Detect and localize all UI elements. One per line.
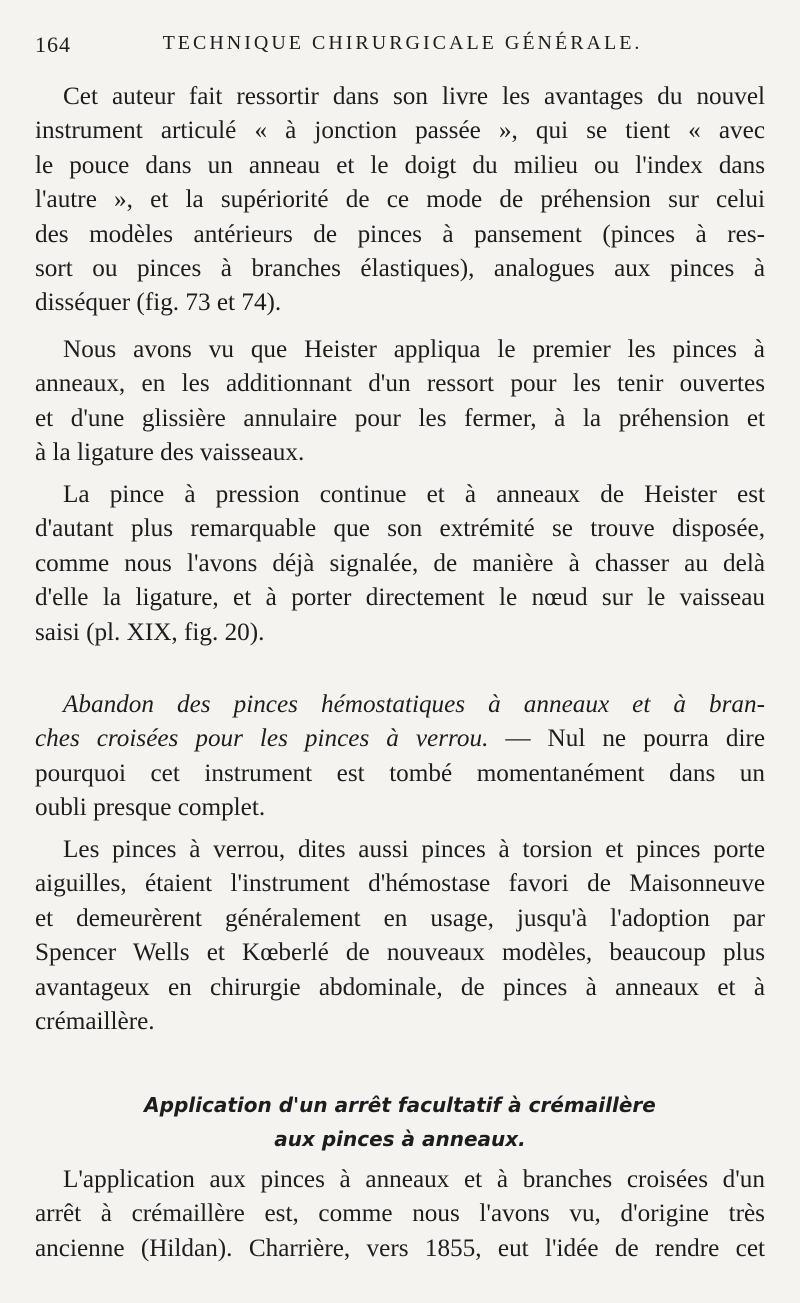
text-line: d'elle la ligature, et à porter directement le nœud sur le vaisseau <box>35 584 765 612</box>
paragraph-3 <box>35 478 765 650</box>
text-line: oubli presque complet. <box>35 794 266 822</box>
text-line: Les pinces à verrou, dites aussi pinces à torsion et pinces porte <box>63 836 765 863</box>
running-title: TECHNIQUE CHIRURGICALE GÉNÉRALE. <box>162 32 643 54</box>
text-line: pourquoi cet instrument est tombé momentanément dans un <box>35 759 765 787</box>
text-line: à la ligature des vaisseaux. <box>35 439 305 467</box>
text-line: Nous avons vu que Heister appliqua le premier les pinces à <box>63 336 765 363</box>
italic-heading-line: Abandon des pinces hémostatiques à anneaux et à bran- <box>63 691 765 718</box>
section-heading-line: aux pinces à anneaux. <box>274 1127 526 1151</box>
text-line: instrument articulé « à jonction passée », qui se tient « avec <box>35 117 765 145</box>
text-line: comme nous l'avons déjà signalée, de manière à chasser au delà <box>35 549 765 577</box>
text-line: anneaux, en les additionnant d'un ressort pour les tenir ouvertes <box>35 370 765 398</box>
text-line: Spencer Wells et Kœberlé de nouveaux modèles, beaucoup plus <box>35 939 765 967</box>
text-line: avantageux en chirurgie abdominale, de pinces à anneaux et à <box>35 973 765 1001</box>
text-line <box>35 722 765 756</box>
text-line: disséquer (fig. 73 et 74). <box>35 289 282 317</box>
text-line: et d'une glissière annulaire pour les fermer, à la préhension et <box>35 404 765 432</box>
text-line: L'application aux pinces à anneaux et à branches croisées d'un <box>63 1166 765 1193</box>
paragraph-2 <box>35 333 765 471</box>
italic-heading-line: ches croisées pour les pinces à verrou. <box>35 725 489 753</box>
paragraph-6 <box>35 1163 765 1266</box>
text-line: Cet auteur fait ressortir dans son livre les avantages du nouvel <box>63 83 765 110</box>
paragraph-4 <box>35 688 765 826</box>
text-line: crémaillère. <box>35 1008 155 1036</box>
text-line: saisi (pl. XIX, fig. 20). <box>35 618 265 646</box>
text-line: aiguilles, étaient l'instrument d'hémostase favori de Maisonneuve <box>35 870 765 898</box>
text-line: des modèles antérieurs de pinces à pansement (pinces à res- <box>35 220 765 248</box>
paragraph-1 <box>35 80 765 321</box>
text-line: d'autant plus remarquable que son extrémité se trouve disposée, <box>35 515 765 543</box>
section-heading-line: Application d'un arrêt facultatif à crémaillère <box>144 1093 656 1117</box>
section-heading <box>35 1088 765 1156</box>
text-line: La pince à pression continue et à anneaux de Heister est <box>63 481 765 508</box>
text-line: ancienne (Hildan). Charrière, vers 1855, eut l'idée de rendre cet <box>35 1234 765 1262</box>
text-line: le pouce dans un anneau et le doigt du milieu ou l'index dans <box>35 151 765 179</box>
run-in-text: — Nul ne pourra dire <box>488 725 766 753</box>
text-line: l'autre », et la supériorité de ce mode de préhension sur celui <box>35 186 765 214</box>
text-line: et demeurèrent généralement en usage, jusqu'à l'adoption par <box>35 904 765 932</box>
page-number: 164 <box>35 32 71 57</box>
paragraph-5 <box>35 833 765 1039</box>
text-line: arrêt à crémaillère est, comme nous l'avons vu, d'origine très <box>35 1200 765 1228</box>
text-line: sort ou pinces à branches élastiques), analogues aux pinces à <box>35 255 765 283</box>
running-head <box>35 32 760 66</box>
